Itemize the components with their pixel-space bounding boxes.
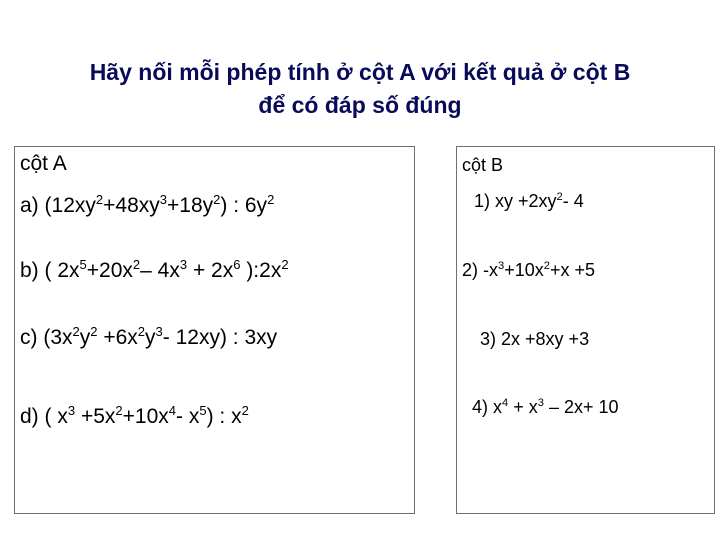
exponent: 5 — [199, 402, 207, 418]
item-expression: $(12xy^2+48xy^3+18y^2)$ : $6y^2$ — [38, 191, 275, 217]
exponent: 6 — [233, 256, 241, 272]
exponent: 2 — [115, 402, 123, 418]
exponent: 2 — [556, 191, 563, 204]
item-label: 2) — [462, 260, 479, 280]
exponent: 4 — [168, 402, 177, 418]
item-expression: ( $x^3 +5x^2+10x^4-$ $x^5$) : $x^2$ — [38, 402, 249, 428]
item-expression: $x^4 + x^3 - 2x+ 10$ — [488, 397, 619, 417]
page-title — [0, 56, 720, 122]
item-label: b) — [20, 259, 39, 282]
item-label: d) — [20, 405, 39, 428]
title-line-2: để có đáp số đúng — [258, 92, 462, 118]
exponent: 2 — [95, 191, 104, 207]
exponent: 2 — [72, 323, 80, 339]
result-4[interactable] — [472, 397, 619, 418]
exponent: 3 — [179, 256, 188, 272]
item-expression: ( $2x^5+20x^2-$ $4x^3 + 2x^6$ )$:2x^2$ — [38, 256, 289, 282]
expression-b[interactable] — [20, 256, 289, 283]
column-a-header: cột A — [20, 152, 67, 175]
exponent: 2 — [241, 402, 249, 418]
exponent: 3 — [159, 191, 167, 207]
item-expression: xy $+2xy^2-$ 4 — [490, 191, 584, 211]
item-label: a) — [20, 194, 39, 217]
exponent: 2 — [132, 256, 141, 272]
exponent: 3 — [155, 323, 163, 339]
exponent: 5 — [79, 256, 87, 272]
exponent: 2 — [213, 191, 221, 207]
exponent: 4 — [502, 397, 509, 410]
item-label: 3) — [480, 329, 497, 349]
result-2[interactable] — [462, 260, 595, 281]
exponent: 2 — [281, 256, 289, 272]
exponent: 3 — [498, 260, 505, 273]
item-label: 1) — [474, 191, 491, 211]
expression-d[interactable] — [20, 402, 249, 429]
result-3[interactable] — [480, 329, 589, 350]
exponent: 2 — [267, 191, 275, 207]
item-expression: ($3x^2y^2 +6x^2y^3-$ 12xy) : 3xy — [37, 323, 278, 349]
result-1[interactable] — [474, 191, 584, 212]
item-label: 4) — [472, 397, 489, 417]
title-line-1: Hãy nối mỗi phép tính ở cột A với kết quả ở cột B — [89, 59, 631, 85]
column-b-header: cột B — [462, 155, 504, 175]
item-label: c) — [20, 326, 38, 349]
exponent: 3 — [67, 402, 76, 418]
item-expression: 2x +8xy +3 — [496, 329, 590, 349]
expression-a[interactable] — [20, 191, 275, 218]
expression-c[interactable] — [20, 323, 278, 350]
item-expression: $-x^3+10x^2+x +5$ — [478, 260, 596, 280]
exponent: 2 — [90, 323, 98, 339]
exponent: 3 — [537, 397, 544, 410]
exponent: 2 — [137, 323, 146, 339]
exponent: 2 — [543, 260, 550, 273]
